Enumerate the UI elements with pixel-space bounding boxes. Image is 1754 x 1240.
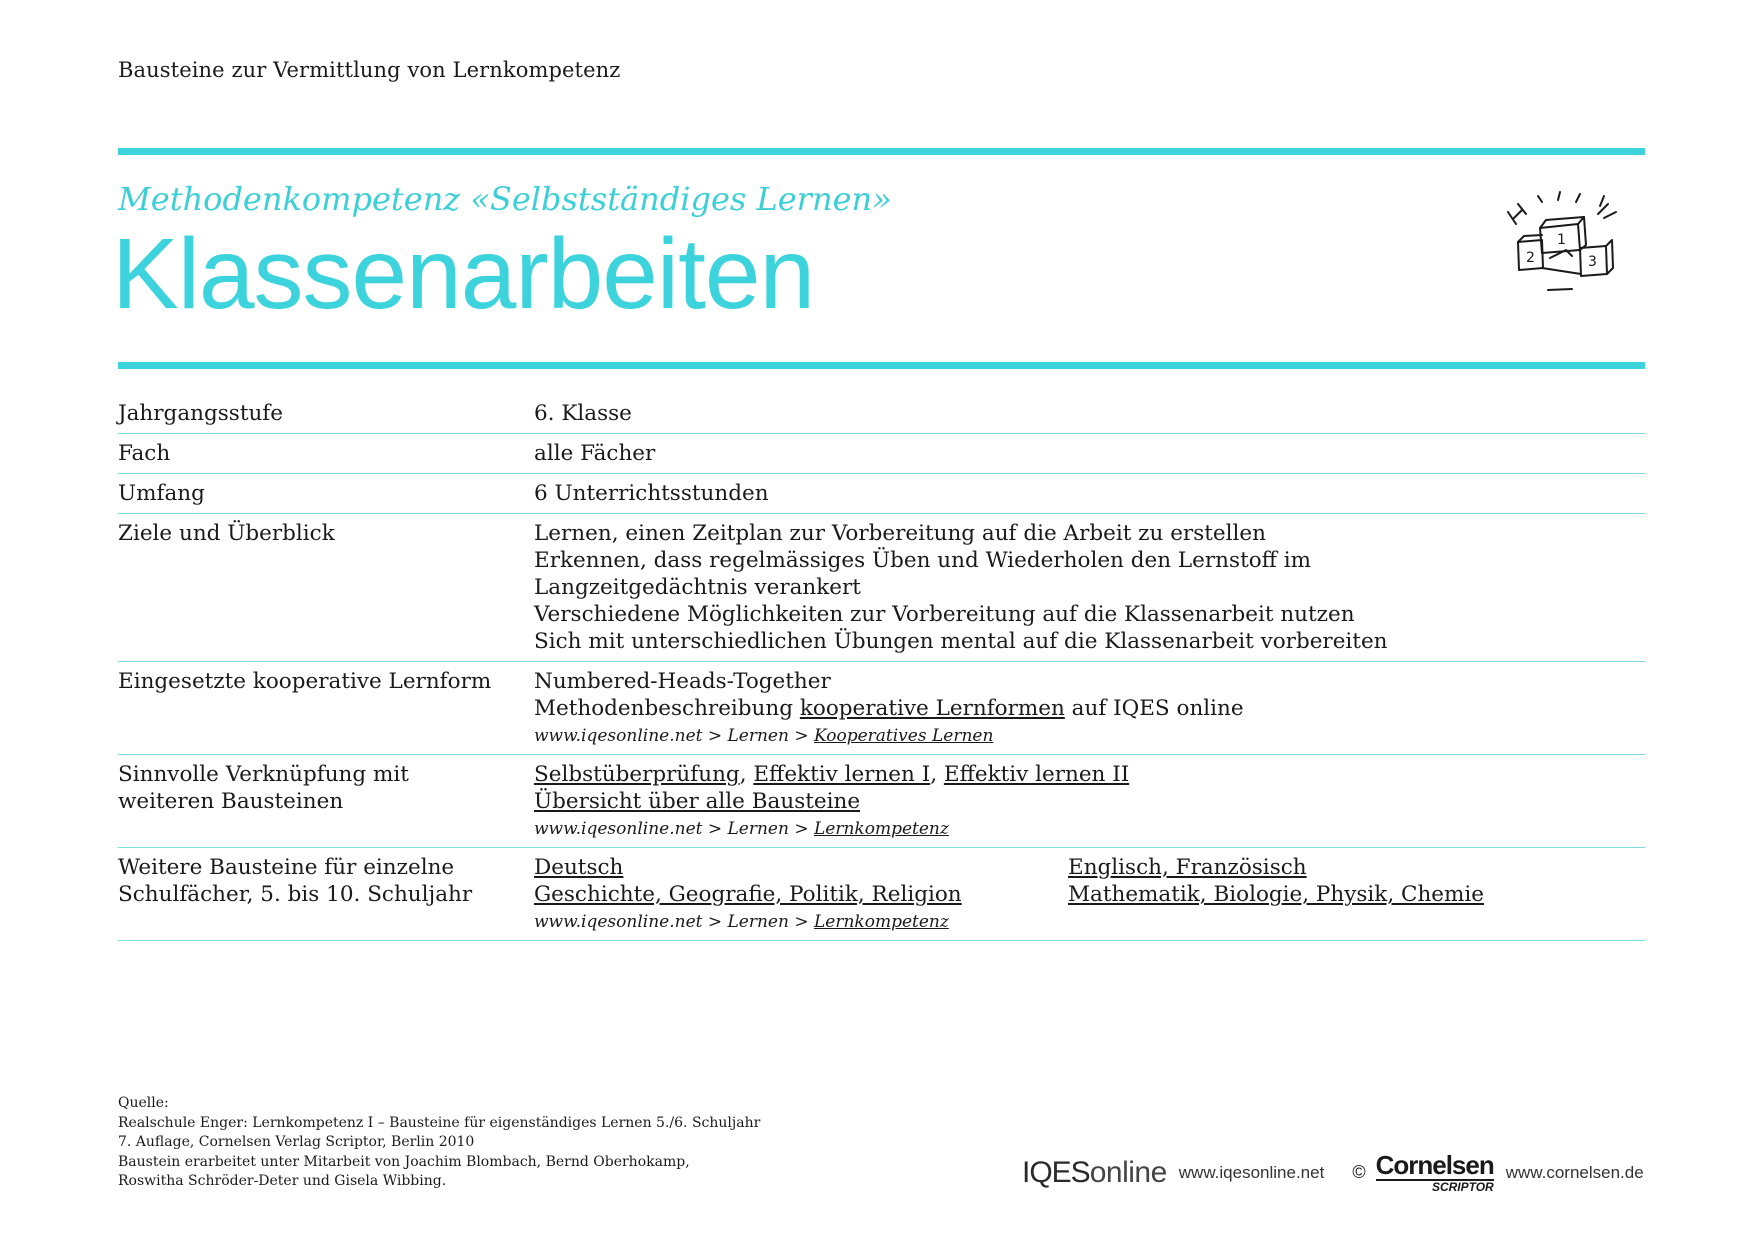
top-divider xyxy=(118,148,1645,155)
cornelsen-logo xyxy=(1376,1152,1494,1193)
breadcrumb-path xyxy=(534,910,1645,934)
breadcrumb-path xyxy=(534,724,1645,748)
iqes-logo xyxy=(1022,1156,1167,1190)
row-label: Umfang xyxy=(118,481,205,506)
path-prefix: www.iqesonline.net > Lernen > xyxy=(534,819,814,839)
row-label xyxy=(118,761,534,841)
iqes-logo-part: IQES xyxy=(1022,1155,1090,1189)
podium-number: 3 xyxy=(1588,254,1597,270)
row-value xyxy=(534,520,1645,655)
label-line: Schulfächer, 5. bis 10. Schuljahr xyxy=(118,882,473,907)
source-line: Realschule Enger: Lernkompetenz I – Bausteine für eigenständiges Lernen 5./6. Schuljahr xyxy=(118,1114,761,1131)
cornelsen-url[interactable]: www.cornelsen.de xyxy=(1505,1162,1644,1182)
table-row-lernform xyxy=(118,662,1645,755)
kooperatives-lernen-link[interactable]: Kooperatives Lernen xyxy=(814,726,994,746)
selbstueberpruefung-link[interactable]: Selbstüberprüfung xyxy=(534,762,740,787)
goal-line: Lernen, einen Zeitplan zur Vorbereitung auf die Arbeit zu erstellen xyxy=(534,521,1266,546)
podium-number: 2 xyxy=(1526,250,1535,266)
subjects-column xyxy=(1068,854,1602,908)
mathematik-link[interactable]: Mathematik, Biologie, Physik, Chemie xyxy=(1068,882,1485,907)
label-line: Weitere Bausteine für einzelne xyxy=(118,855,455,880)
goal-line: Langzeitgedächtnis verankert xyxy=(534,575,861,600)
table-row-verknuepfung xyxy=(118,755,1645,848)
source-citation xyxy=(118,1094,760,1192)
breadcrumb-path xyxy=(534,817,1645,841)
kooperative-lernformen-link[interactable]: kooperative Lernformen xyxy=(799,696,1065,721)
lernkompetenz-link[interactable]: Lernkompetenz xyxy=(814,912,949,932)
text-suffix: auf IQES online xyxy=(1064,696,1244,721)
label-line: weiteren Bausteinen xyxy=(118,789,344,814)
table-row-jahrgangsstufe xyxy=(118,394,1645,434)
englisch-link[interactable]: Englisch, Französisch xyxy=(1068,855,1307,880)
lernform-name: Numbered-Heads-Together xyxy=(534,669,831,694)
iqes-logo-part: online xyxy=(1089,1155,1167,1189)
row-value: 6. Klasse xyxy=(534,401,632,426)
row-label xyxy=(118,854,534,934)
subjects-column xyxy=(534,854,1068,908)
overview-line xyxy=(534,788,1645,815)
page-subtitle: Methodenkompetenz «Selbstständiges Lernen» xyxy=(118,180,892,218)
goal-line: Verschiedene Möglichkeiten zur Vorbereitung auf die Klassenarbeit nutzen xyxy=(534,602,1355,627)
geschichte-link[interactable]: Geschichte, Geografie, Politik, Religion xyxy=(534,882,962,907)
table-row-ziele xyxy=(118,514,1645,662)
separator: , xyxy=(930,762,944,787)
info-table xyxy=(118,394,1645,941)
label-line: Sinnvolle Verknüpfung mit xyxy=(118,762,409,787)
row-label: Eingesetzte kooperative Lernform xyxy=(118,669,492,694)
goal-line: Erkennen, dass regelmässiges Üben und Wiederholen den Lernstoff im xyxy=(534,548,1312,573)
separator: , xyxy=(739,762,754,787)
row-label: Jahrgangsstufe xyxy=(118,401,283,426)
row-label: Fach xyxy=(118,441,171,466)
method-description-line xyxy=(534,695,1645,722)
text-prefix: Methodenbeschreibung xyxy=(534,696,800,721)
footer-logos xyxy=(1022,1152,1644,1193)
cornelsen-brand: Cornelsen xyxy=(1375,1150,1494,1180)
source-line: Roswitha Schröder-Deter und Gisela Wibbing. xyxy=(118,1173,447,1189)
table-row-fach xyxy=(118,434,1645,474)
row-value: 6 Unterrichtsstunden xyxy=(534,481,769,506)
path-prefix: www.iqesonline.net > Lernen > xyxy=(534,912,814,932)
row-value xyxy=(534,854,1645,934)
path-prefix: www.iqesonline.net > Lernen > xyxy=(534,726,814,746)
goal-line: Sich mit unterschiedlichen Übungen mental auf die Klassenarbeit vorbereiten xyxy=(534,629,1388,654)
source-line: Quelle: xyxy=(118,1095,169,1111)
related-links-line xyxy=(534,761,1645,788)
row-value xyxy=(534,761,1645,841)
page-title: Klassenarbeiten xyxy=(112,218,815,330)
source-line: 7. Auflage, Cornelsen Verlag Scriptor, Berlin 2010 xyxy=(118,1134,475,1150)
series-title: Bausteine zur Vermittlung von Lernkompetenz xyxy=(118,58,621,82)
source-line: Baustein erarbeitet unter Mitarbeit von Joachim Blombach, Bernd Oberhokamp, xyxy=(118,1153,690,1170)
podium-illustration-icon xyxy=(1500,190,1620,310)
uebersicht-bausteine-link[interactable]: Übersicht über alle Bausteine xyxy=(534,789,861,814)
effektiv-lernen-2-link[interactable]: Effektiv lernen II xyxy=(943,762,1130,787)
row-value xyxy=(534,668,1645,748)
copyright-symbol: © xyxy=(1352,1162,1366,1182)
title-bottom-divider xyxy=(118,362,1645,369)
effektiv-lernen-1-link[interactable]: Effektiv lernen I xyxy=(753,762,931,787)
table-row-weitere xyxy=(118,848,1645,941)
cornelsen-scriptor: SCRIPTOR xyxy=(1431,1180,1494,1194)
subjects-grid xyxy=(534,854,1645,908)
table-row-umfang xyxy=(118,474,1645,514)
row-value: alle Fächer xyxy=(534,441,656,466)
lernkompetenz-link[interactable]: Lernkompetenz xyxy=(814,819,949,839)
podium-number: 1 xyxy=(1557,232,1566,248)
deutsch-link[interactable]: Deutsch xyxy=(534,855,624,880)
row-label: Ziele und Überblick xyxy=(118,521,335,546)
iqes-url[interactable]: www.iqesonline.net xyxy=(1178,1162,1325,1182)
